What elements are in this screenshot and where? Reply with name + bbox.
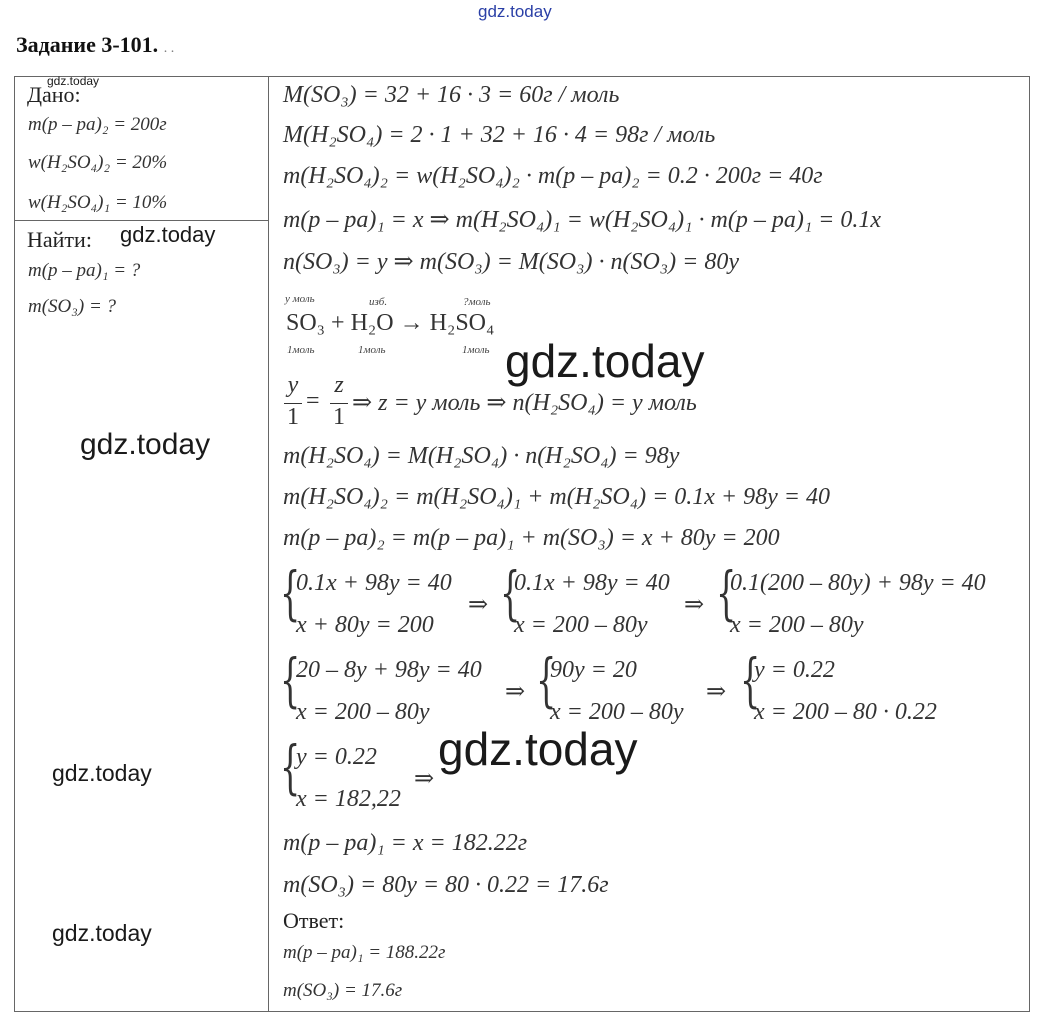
given-find-divider	[14, 220, 268, 221]
answer-label: Ответ:	[283, 908, 345, 933]
watermark-top: gdz.today	[478, 2, 552, 21]
task-title-dots: . .	[163, 41, 175, 56]
implies-arrow: ⇒	[414, 766, 435, 792]
result-line: m(p – pa)₁ = x = 182.22г	[283, 830, 528, 856]
given-label: Дано:	[27, 82, 81, 107]
calc-line: M(SO₃) = 32 + 16 · 3 = 60г / моль	[283, 82, 620, 108]
system-line: 0.1x + 98y = 40	[514, 570, 670, 596]
system-brace: {	[536, 646, 557, 714]
ratio-num2: z	[334, 372, 344, 398]
watermark-small: gdz.today	[47, 74, 100, 88]
reaction-below: 1моль	[462, 344, 490, 356]
calc-line: n(SO₃) = y ⇒ m(SO₃) = M(SO₃) · n(SO₃) = 80y	[283, 249, 739, 275]
task-title-text: Задание 3-101.	[16, 32, 159, 57]
system-line: x = 200 – 80y	[514, 612, 648, 638]
find-line: m(SO₃) = ?	[28, 296, 117, 317]
given-line: m(p – pa)₂ = 200г	[28, 114, 167, 135]
calc-line: m(H₂SO₄)₂ = w(H₂SO₄)₂ · m(p – pa)₂ = 0.2 · 200г = 40г	[283, 163, 823, 189]
result-line: m(SO₃) = 80y = 80 · 0.22 = 17.6г	[283, 872, 609, 898]
system-line: x = 200 – 80 · 0.22	[754, 699, 937, 725]
system-line: 0.1x + 98y = 40	[296, 570, 452, 596]
watermark-left-2: gdz.today	[52, 760, 152, 786]
watermark-big-1: gdz.today	[505, 335, 705, 387]
task-title	[16, 32, 174, 58]
ratio-num1: y	[287, 372, 299, 398]
reaction-below: 1моль	[287, 344, 315, 356]
find-line: m(p – pa)₁ = ?	[28, 260, 141, 281]
ratio-den2: 1	[333, 404, 345, 430]
system-line: x + 80y = 200	[296, 612, 434, 638]
system-brace: {	[280, 646, 301, 714]
watermark-find: gdz.today	[120, 222, 216, 247]
system-brace: {	[716, 559, 737, 627]
system-line: x = 200 – 80y	[730, 612, 864, 638]
given-line: w(H₂SO₄)₁ = 10%	[28, 192, 168, 213]
watermark-big-2: gdz.today	[438, 723, 638, 775]
implies-arrow: ⇒	[505, 679, 526, 705]
ratio-rest: ⇒ z = y моль ⇒ n(H₂SO₄) = y моль	[352, 390, 697, 416]
system-line: y = 0.22	[296, 744, 377, 770]
reaction-equation: SO₃ + H₂O → H₂SO₄	[286, 310, 495, 336]
system-line: x = 200 – 80y	[550, 699, 684, 725]
calc-line: m(H₂SO₄)₂ = m(H₂SO₄)₁ + m(H₂SO₄) = 0.1x + 98y = 40	[283, 484, 830, 510]
given-line: w(H₂SO₄)₂ = 20%	[28, 152, 168, 173]
reaction-above: ?моль	[463, 296, 491, 308]
calc-line: M(H₂SO₄) = 2 · 1 + 32 + 16 · 4 = 98г / моль	[283, 122, 716, 148]
find-label: Найти:	[27, 227, 92, 252]
system-line: 90y = 20	[550, 657, 637, 683]
reaction-above: y моль	[285, 293, 315, 305]
system-brace: {	[740, 646, 761, 714]
calc-line: m(p – pa)₂ = m(p – pa)₁ + m(SO₃) = x + 80y = 200	[283, 525, 780, 551]
system-line: 20 – 8y + 98y = 40	[296, 657, 482, 683]
system-line: 0.1(200 – 80y) + 98y = 40	[730, 570, 986, 596]
calc-line: m(p – pa)₁ = x ⇒ m(H₂SO₄)₁ = w(H₂SO₄)₁ · m(p – pa)₁ = 0.1x	[283, 207, 882, 233]
system-line: x = 200 – 80y	[296, 699, 430, 725]
reaction-below: 1моль	[358, 344, 386, 356]
reaction-above: изб.	[369, 296, 388, 308]
column-divider	[268, 76, 269, 1012]
implies-arrow: ⇒	[684, 592, 705, 618]
calc-line: m(H₂SO₄) = M(H₂SO₄) · n(H₂SO₄) = 98y	[283, 443, 680, 469]
system-brace: {	[280, 733, 301, 801]
implies-arrow: ⇒	[468, 592, 489, 618]
ratio-eq: =	[306, 388, 320, 414]
system-line: y = 0.22	[754, 657, 835, 683]
watermark-left-3: gdz.today	[52, 920, 152, 946]
watermark-left-1: gdz.today	[80, 428, 211, 461]
system-brace: {	[280, 559, 301, 627]
ratio-den1: 1	[287, 404, 299, 430]
system-line: x = 182,22	[296, 786, 401, 812]
implies-arrow: ⇒	[706, 679, 727, 705]
answer-line: m(p – pa)₁ = 188.22г	[283, 942, 446, 963]
answer-line: m(SO₃) = 17.6г	[283, 980, 403, 1001]
system-brace: {	[500, 559, 521, 627]
